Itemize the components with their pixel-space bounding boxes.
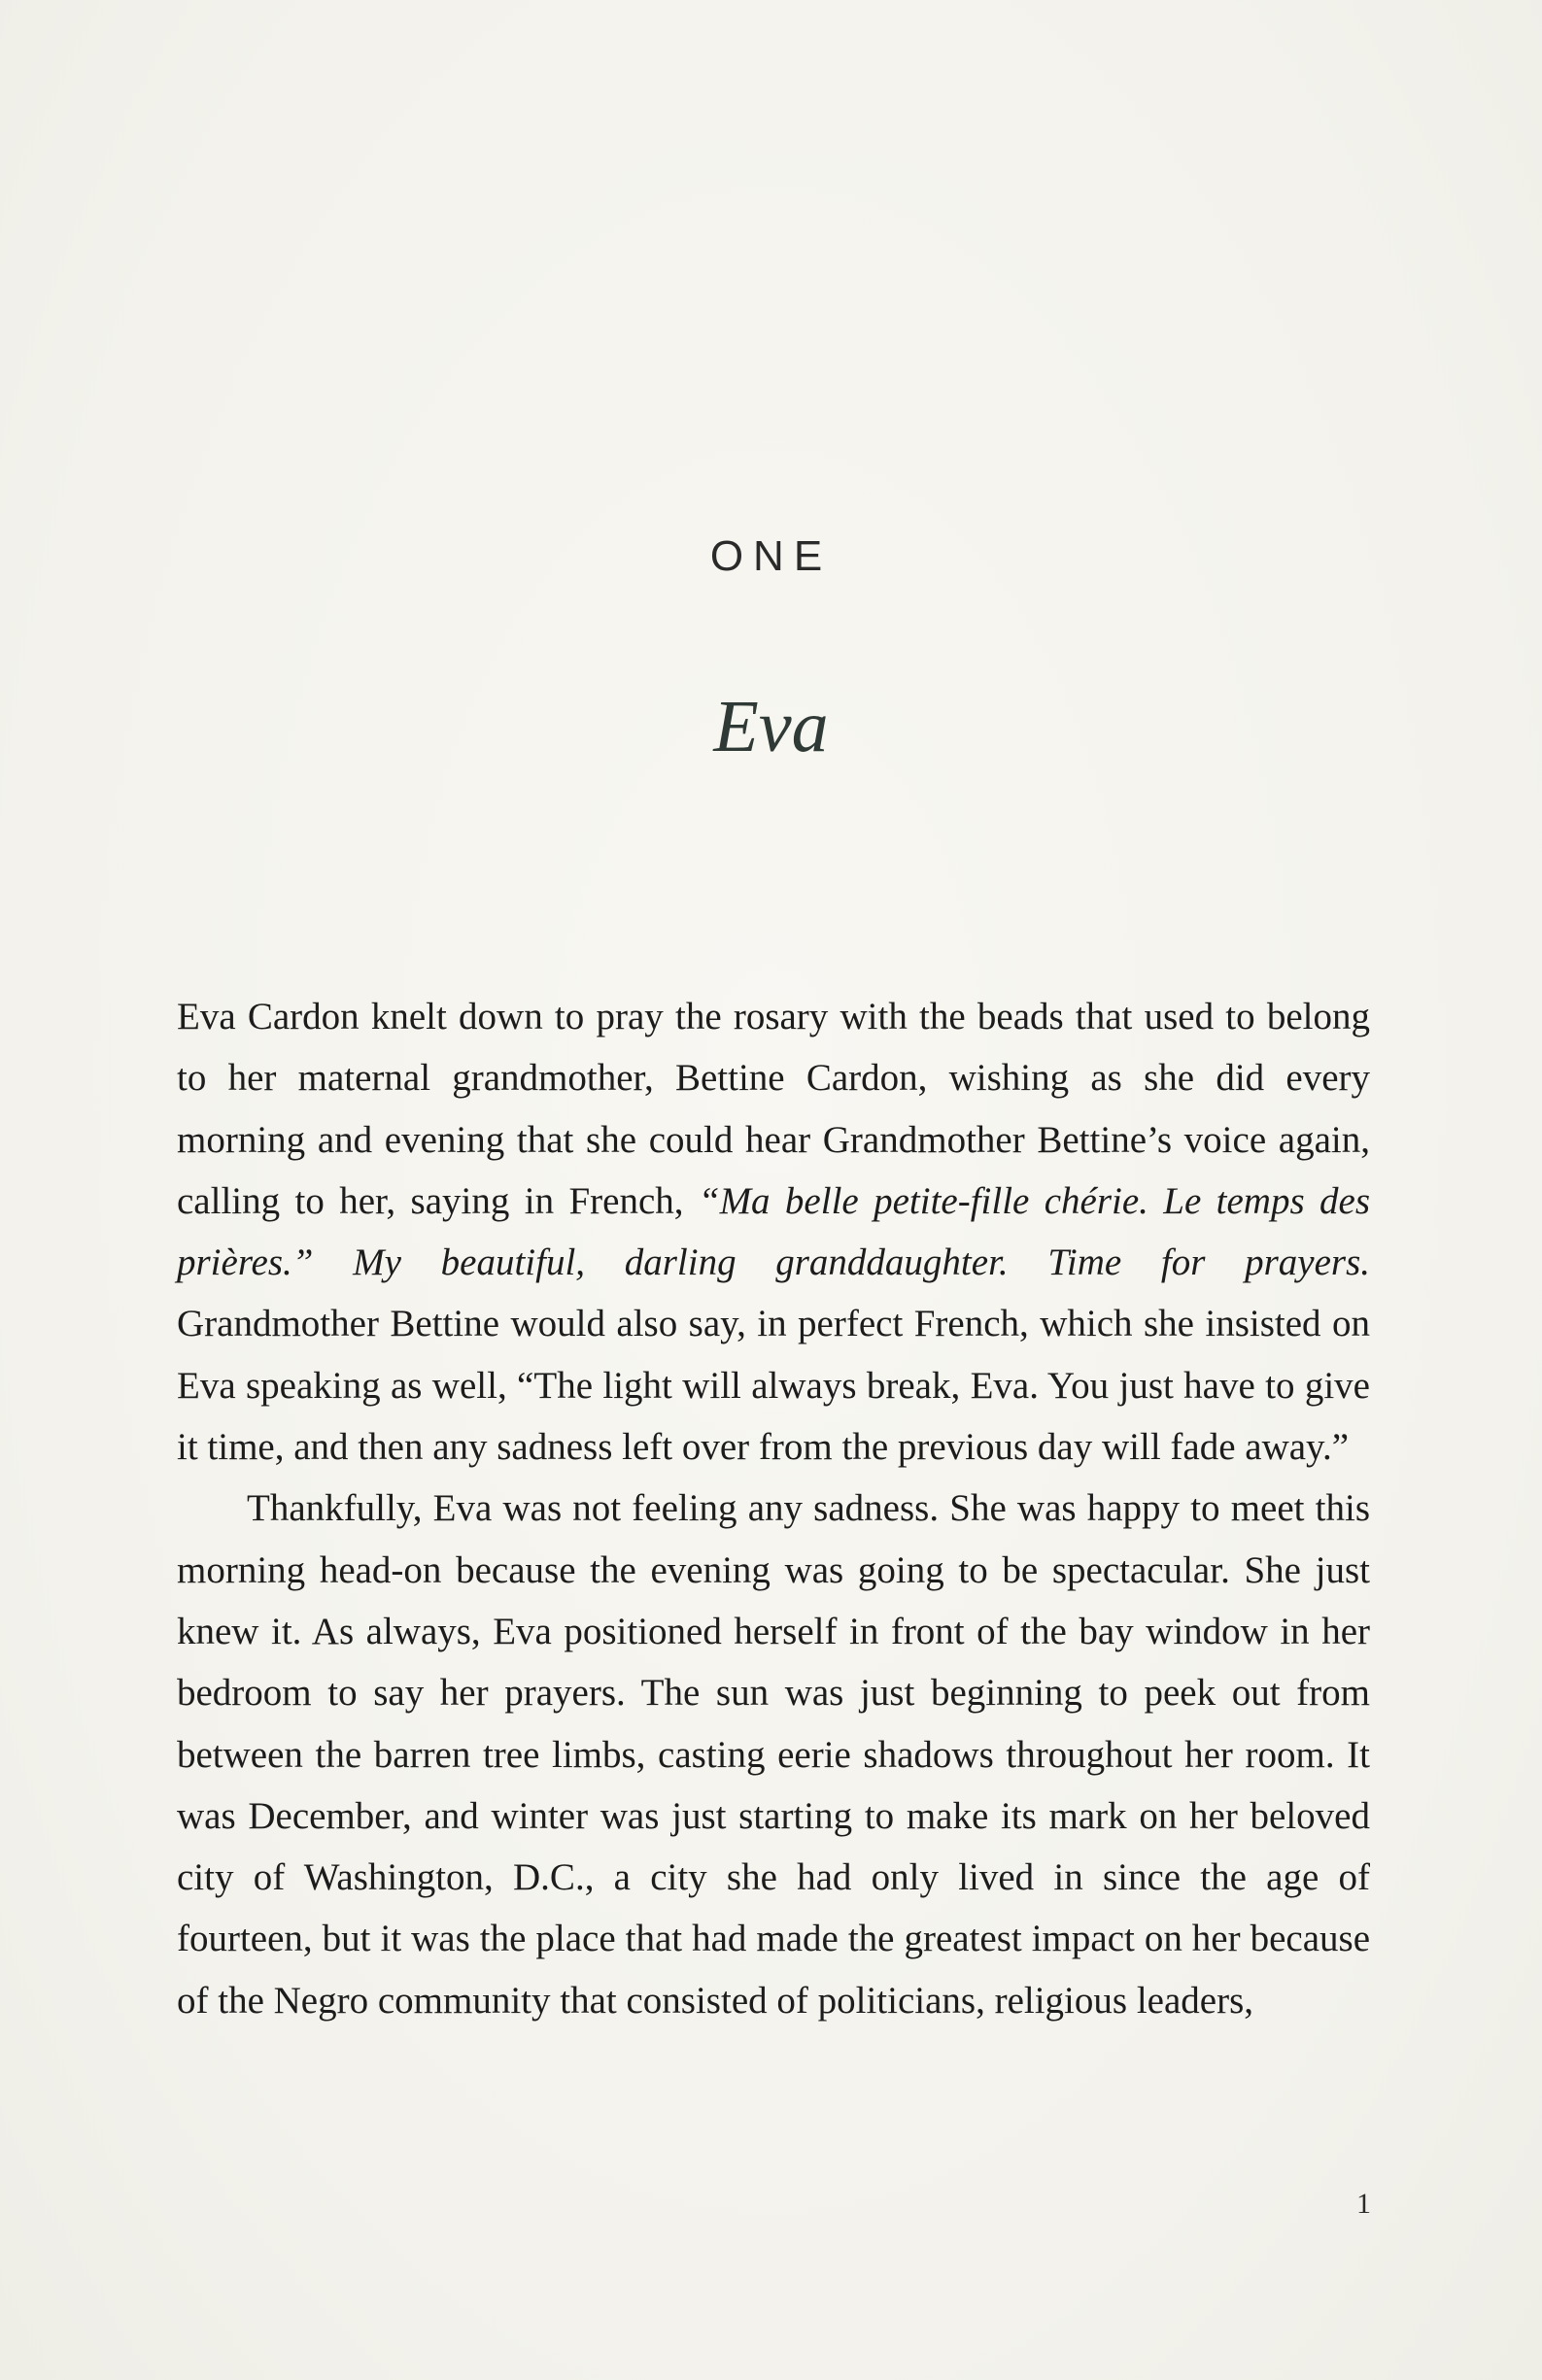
page-number: 1 bbox=[1356, 2188, 1371, 2220]
chapter-title: Eva bbox=[713, 686, 829, 767]
chapter-body bbox=[177, 986, 1370, 2031]
paragraph-1-french-quote: “Ma belle petite-fille chérie. Le temps des prières.” My beautiful, darling granddaughter. Time for prayers. bbox=[177, 1179, 1370, 1284]
chapter-number: ONE bbox=[709, 532, 833, 580]
paragraph-2: Thankfully, Eva was not feeling any sadness. She was happy to meet this morning head-on because the evening was going to be spectacular. She just knew it. As always, Eva positioned herself in front of the bay window in her bedroom to say her prayers. The sun was just beginning to peek out from between the barren tree limbs, casting eerie shadows throughout her room. It was December, and winter was just starting to make its mark on her beloved city of Washington, D.C., a city she had only lived in since the age of fourteen, but it was the place that had made the greatest impact on her because of the Negro community that consisted of politicians, religious leaders, bbox=[177, 1487, 1370, 2022]
paragraph-1 bbox=[177, 986, 1370, 1478]
paragraph-1-text-b: Grandmother Bettine would also say, in perfect French, which she insisted on Eva speaking as well, “The light will always break, Eva. You just have to give it time, and then any sadness left over from the previous day will fade away.” bbox=[177, 1303, 1370, 1469]
paragraph-1-text-a: Eva Cardon knelt down to pray the rosary with the beads that used to belong to her maternal grandmother, Bettine Cardon, wishing as she did every morning and evening that she could hear Grandmother Bettine’s voice again, calling to her, saying in French, bbox=[177, 996, 1370, 1222]
